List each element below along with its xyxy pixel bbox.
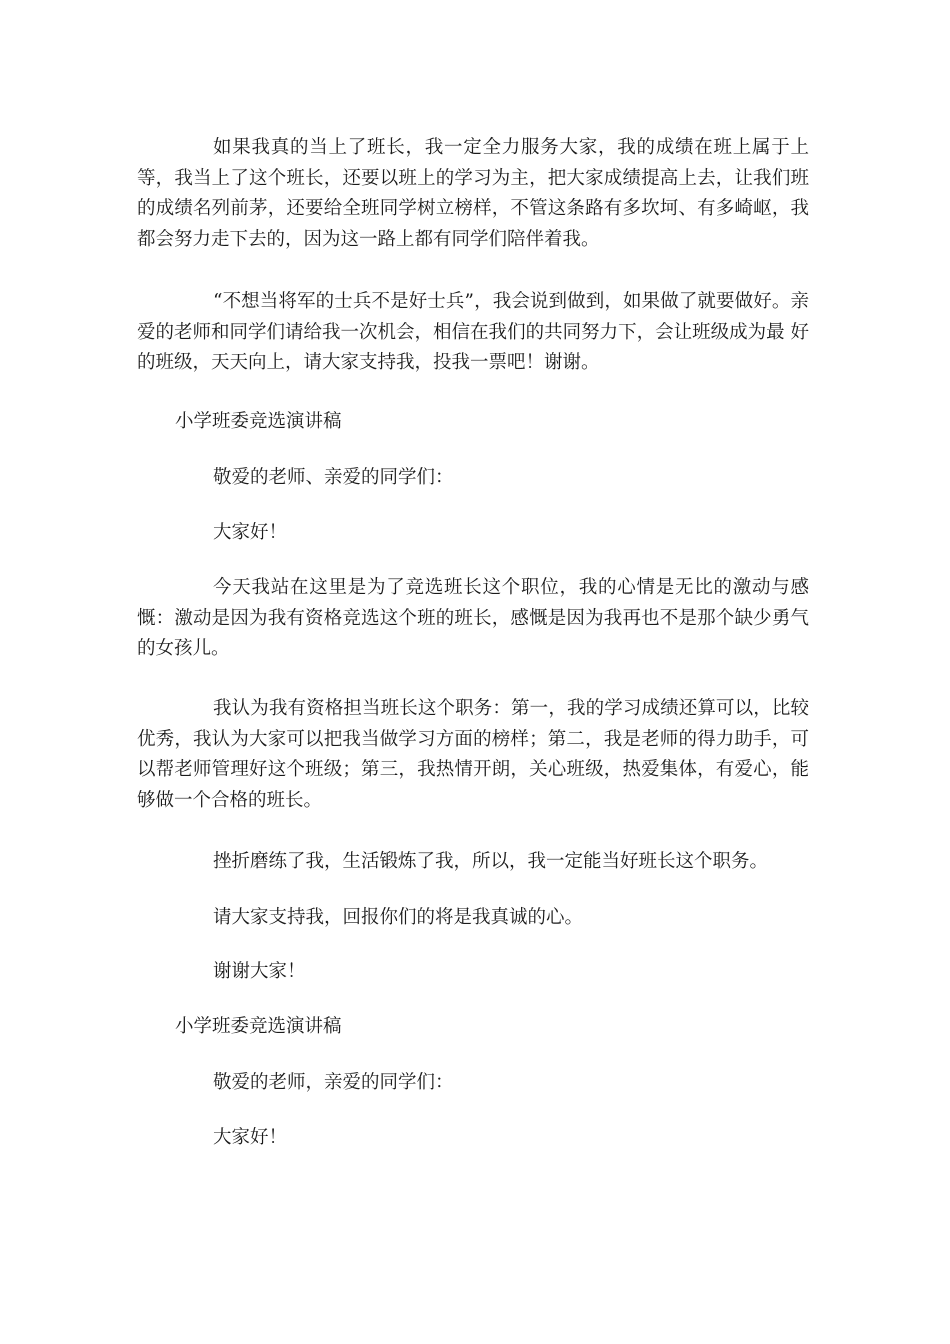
line-support-me: 请大家支持我，回报你们的将是我真诚的心。 <box>213 907 584 928</box>
line-thanks: 谢谢大家！ <box>213 961 306 982</box>
line-setbacks: 挫折磨练了我，生活锻炼了我，所以，我一定能当好班长这个职务。 <box>213 851 769 872</box>
hello-1: 大家好！ <box>213 522 288 543</box>
greeting-2: 敬爱的老师，亲爱的同学们： <box>213 1072 454 1093</box>
speech-title-1: 小学班委竞选演讲稿 <box>175 411 342 432</box>
greeting-1: 敬爱的老师、亲爱的同学们： <box>213 467 454 488</box>
paragraph-class-monitor-promise: 如果我真的当上了班长，我一定全力服务大家，我的成绩在班上属于上等，我当上了这个班长，还要以班上的学习为主，把大家成绩提高上去，让我们班的成绩名列前茅，还要给全班同学树立榜样，不管这条路有多坎坷、有多崎岖，我都会努力走下去的，因为这一路上都有同学们陪伴着我。 <box>137 137 809 251</box>
speech-title-2: 小学班委竞选演讲稿 <box>175 1016 342 1037</box>
paragraph-standing-here: 今天我站在这里是为了竞选班长这个职位，我的心情是无比的激动与感慨：激动是因为我有资格竞选这个班的班长，感慨是因为我再也不是那个缺少勇气的女孩儿。 <box>137 577 809 660</box>
paragraph-good-soldier: “不想当将军的士兵不是好士兵”，我会说到做到，如果做了就要做好。亲爱的老师和同学们请给我一次机会，相信在我们的共同努力下，会让班级成为最 好的班级，天天向上，请大家支持我，投我一票吧！谢谢。 <box>137 291 809 374</box>
hello-2: 大家好！ <box>213 1127 288 1148</box>
paragraph-qualifications: 我认为我有资格担当班长这个职务：第一，我的学习成绩还算可以，比较优秀，我认为大家可以把我当做学习方面的榜样；第二，我是老师的得力助手，可以帮老师管理好这个班级；第三，我热情开朗，关心班级，热爱集体，有爱心，能够做一个合格的班长。 <box>137 698 809 812</box>
